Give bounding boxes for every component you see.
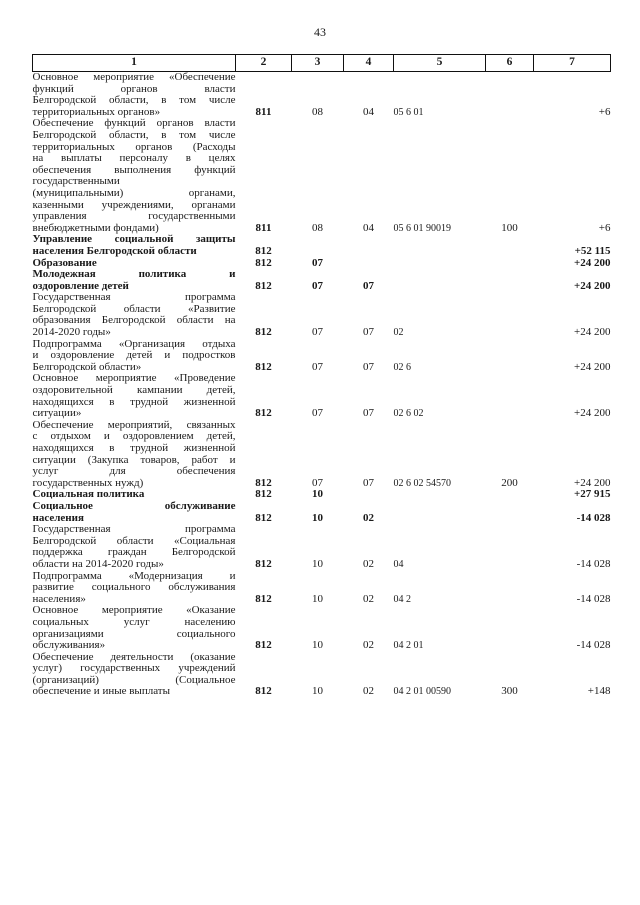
row-description bbox=[33, 292, 236, 338]
ministry-code: 812 bbox=[255, 279, 272, 292]
description-line: ситуации» bbox=[32, 407, 82, 420]
subsection-code bbox=[344, 258, 394, 270]
row-description bbox=[33, 118, 236, 234]
table-row bbox=[33, 571, 611, 606]
section-code bbox=[292, 234, 344, 257]
amount-change: -14 028 bbox=[576, 639, 611, 652]
section-code: 07 bbox=[312, 256, 323, 269]
row-description bbox=[33, 373, 236, 419]
description-line: Образование bbox=[32, 256, 97, 269]
subsection-code: 02 bbox=[363, 511, 374, 524]
section-code: 10 bbox=[312, 685, 323, 698]
row-description bbox=[33, 234, 236, 257]
ministry-code: 811 bbox=[255, 105, 272, 118]
amount-change: +24 200 bbox=[574, 326, 611, 339]
expense-type-code bbox=[486, 234, 534, 257]
subsection-code bbox=[344, 489, 394, 501]
target-article-code: 05 6 01 90019 bbox=[393, 222, 451, 234]
header-col-3: 3 bbox=[292, 55, 344, 72]
expense-type-code bbox=[486, 524, 534, 570]
header-col-4: 4 bbox=[344, 55, 394, 72]
section-code: 07 bbox=[312, 326, 323, 339]
description-line: Основное мероприятие «Обеспечение bbox=[32, 71, 236, 83]
description-line: управления государственными bbox=[32, 210, 236, 223]
subsection-code: 04 bbox=[363, 105, 374, 118]
target-article-code bbox=[394, 234, 486, 257]
table-row bbox=[33, 234, 611, 257]
description-line: Подпрограмма «Модернизация и bbox=[32, 569, 236, 582]
expense-type-code: 100 bbox=[501, 221, 518, 234]
amount-change: -14 028 bbox=[576, 592, 611, 605]
amount-change: +24 200 bbox=[573, 256, 611, 269]
section-code: 10 bbox=[312, 511, 323, 524]
section-code: 08 bbox=[312, 105, 323, 118]
description-line: Обеспечение функций органов власти bbox=[32, 117, 236, 130]
row-description bbox=[33, 72, 236, 119]
description-line: обслуживания» bbox=[32, 639, 106, 652]
header-col-7: 7 bbox=[534, 55, 611, 72]
amount-change: +24 200 bbox=[573, 279, 611, 292]
subsection-code: 02 bbox=[363, 639, 374, 652]
expense-type-code bbox=[486, 269, 534, 292]
row-description bbox=[33, 339, 236, 374]
description-line: обеспечение и иные выплаты bbox=[32, 685, 170, 698]
target-article-code: 04 bbox=[393, 558, 404, 570]
description-line: казенными учреждениями, органами bbox=[32, 198, 236, 211]
expense-type-code: 200 bbox=[501, 476, 518, 489]
target-article-code bbox=[394, 501, 486, 524]
ministry-code: 812 bbox=[255, 244, 272, 257]
table-row bbox=[33, 339, 611, 374]
ministry-code: 812 bbox=[255, 256, 272, 269]
description-line: Государственная программа bbox=[32, 523, 236, 536]
description-line: Белгородской области» bbox=[32, 360, 142, 373]
description-line: Белгородской области «Развитие bbox=[32, 302, 236, 315]
subsection-code: 02 bbox=[363, 557, 374, 570]
description-line: (организаций) (Социальное bbox=[32, 673, 236, 686]
ministry-code: 812 bbox=[255, 476, 272, 489]
description-line: функций органов власти bbox=[32, 82, 236, 95]
amount-change: +6 bbox=[598, 105, 611, 118]
description-line: территориальных органов» bbox=[32, 105, 161, 118]
ministry-code: 812 bbox=[255, 488, 272, 501]
amount-change: +24 200 bbox=[574, 360, 611, 373]
target-article-code: 02 6 02 bbox=[393, 408, 424, 420]
target-article-code: 02 6 02 54570 bbox=[393, 477, 451, 489]
expense-type-code bbox=[486, 501, 534, 524]
target-article-code: 04 2 01 00590 bbox=[393, 686, 451, 698]
subsection-code: 07 bbox=[363, 360, 374, 373]
description-line: Социальная политика bbox=[32, 488, 145, 501]
description-line: находящихся в трудной жизненной bbox=[32, 395, 236, 408]
section-code: 10 bbox=[312, 639, 323, 652]
section-code: 07 bbox=[312, 360, 323, 373]
target-article-code: 04 2 bbox=[393, 593, 411, 605]
description-line: внебюджетными фондами) bbox=[32, 221, 159, 234]
description-line: Молодежная политика и bbox=[32, 268, 236, 281]
section-code: 08 bbox=[312, 221, 323, 234]
description-line: государственных нужд) bbox=[32, 476, 144, 489]
description-line: Белгородской области, в том числе bbox=[32, 128, 236, 141]
table-row bbox=[33, 524, 611, 570]
amount-change: +52 115 bbox=[574, 244, 611, 257]
expense-type-code bbox=[486, 258, 534, 270]
ministry-code: 812 bbox=[255, 557, 272, 570]
table-row bbox=[33, 292, 611, 338]
description-line: Подпрограмма «Организация отдыха bbox=[32, 337, 236, 350]
header-col-2: 2 bbox=[236, 55, 292, 72]
row-description bbox=[33, 524, 236, 570]
table-row bbox=[33, 373, 611, 419]
description-line: населения bbox=[32, 511, 84, 524]
description-line: (муниципальными) органами, bbox=[32, 186, 236, 199]
ministry-code: 812 bbox=[255, 360, 272, 373]
section-code: 10 bbox=[312, 557, 323, 570]
description-line: Государственная программа bbox=[32, 291, 236, 304]
target-article-code bbox=[394, 269, 486, 292]
expense-type-code bbox=[486, 339, 534, 374]
section-code: 10 bbox=[312, 592, 323, 605]
row-description bbox=[33, 420, 236, 490]
expense-type-code bbox=[486, 373, 534, 419]
section-code: 07 bbox=[312, 279, 323, 292]
description-line: услуг для обеспечения bbox=[32, 465, 236, 478]
section-code: 07 bbox=[312, 407, 323, 420]
header-col-6: 6 bbox=[486, 55, 534, 72]
table-row bbox=[33, 652, 611, 698]
target-article-code bbox=[394, 489, 486, 501]
subsection-code bbox=[344, 234, 394, 257]
subsection-code: 04 bbox=[363, 221, 374, 234]
description-line: с отдыхом и оздоровлением детей, bbox=[32, 430, 236, 443]
expense-type-code bbox=[486, 605, 534, 651]
row-description bbox=[33, 605, 236, 651]
amount-change: -14 028 bbox=[576, 557, 611, 570]
description-line: и оздоровление детей и подростков bbox=[32, 349, 236, 362]
description-line: Управление социальной защиты bbox=[32, 233, 236, 246]
target-article-code: 04 2 01 bbox=[393, 640, 424, 652]
section-code: 10 bbox=[312, 488, 323, 501]
row-description bbox=[33, 501, 236, 524]
target-article-code: 02 6 bbox=[393, 361, 411, 373]
page-number: 43 bbox=[314, 25, 326, 39]
ministry-code: 812 bbox=[255, 685, 272, 698]
description-line: развитие социального обслуживания bbox=[32, 581, 236, 594]
ministry-code: 811 bbox=[255, 221, 272, 234]
description-line: услуг) государственных учреждений bbox=[32, 662, 236, 675]
description-line: государственными bbox=[32, 175, 120, 188]
description-line: организациями социального bbox=[32, 627, 236, 640]
ministry-code: 812 bbox=[255, 407, 272, 420]
subsection-code: 07 bbox=[363, 279, 374, 292]
amount-change: +27 915 bbox=[573, 488, 611, 501]
subsection-code: 02 bbox=[363, 685, 374, 698]
description-line: поддержка граждан Белгородской bbox=[32, 546, 236, 559]
amount-change: +148 bbox=[587, 685, 611, 698]
expense-type-code bbox=[486, 489, 534, 501]
row-description bbox=[33, 571, 236, 606]
target-article-code: 05 6 01 bbox=[393, 106, 424, 118]
subsection-code: 07 bbox=[363, 476, 374, 489]
description-line: территориальных органов (Расходы bbox=[32, 140, 236, 153]
target-article-code: 02 bbox=[393, 327, 404, 339]
description-line: Социальное обслуживание bbox=[32, 499, 236, 512]
table-row bbox=[33, 605, 611, 651]
section-code: 07 bbox=[312, 476, 323, 489]
subsection-code: 07 bbox=[363, 407, 374, 420]
description-line: оздоровительной кампании детей, bbox=[32, 384, 236, 397]
description-line: Обеспечение деятельности (оказание bbox=[32, 650, 236, 663]
description-line: Обеспечение мероприятий, связанных bbox=[32, 418, 236, 431]
header-col-5: 5 bbox=[394, 55, 486, 72]
description-line: населения» bbox=[32, 592, 86, 605]
amount-change: -14 028 bbox=[576, 511, 611, 524]
description-line: 2014-2020 годы» bbox=[32, 326, 111, 339]
expense-type-code bbox=[486, 72, 534, 119]
expense-type-code: 300 bbox=[501, 685, 518, 698]
subsection-code: 07 bbox=[363, 326, 374, 339]
expense-type-code bbox=[486, 571, 534, 606]
table-row bbox=[33, 118, 611, 234]
amount-change: +6 bbox=[598, 221, 611, 234]
budget-table bbox=[32, 54, 611, 698]
description-line: Белгородской области «Социальная bbox=[32, 534, 236, 547]
description-line: образования Белгородской области на bbox=[32, 314, 236, 327]
description-line: Белгородской области, в том числе bbox=[32, 94, 236, 107]
header-col-1: 1 bbox=[33, 55, 236, 72]
ministry-code: 812 bbox=[255, 326, 272, 339]
description-line: Основное мероприятие «Проведение bbox=[32, 372, 236, 385]
target-article-code bbox=[394, 258, 486, 270]
ministry-code: 812 bbox=[255, 592, 272, 605]
description-line: находящихся в трудной жизненной bbox=[32, 442, 236, 454]
expense-type-code bbox=[486, 292, 534, 338]
description-line: области на 2014-2020 годы» bbox=[32, 557, 164, 570]
description-line: на выплаты персоналу в целях bbox=[32, 152, 236, 165]
ministry-code: 812 bbox=[255, 511, 272, 524]
table-row bbox=[33, 501, 611, 524]
amount-change: +24 200 bbox=[574, 476, 611, 489]
subsection-code: 02 bbox=[363, 592, 374, 605]
table-row bbox=[33, 72, 611, 119]
description-line: оздоровление детей bbox=[32, 279, 129, 292]
description-line: Основное мероприятие «Оказание bbox=[32, 604, 236, 617]
description-line: населения Белгородской области bbox=[32, 244, 197, 257]
ministry-code: 812 bbox=[255, 639, 272, 652]
description-line: социальных услуг населению bbox=[32, 615, 236, 628]
header-row bbox=[33, 55, 611, 72]
table-row bbox=[33, 269, 611, 292]
description-line: ситуации (Закупка товаров, работ и bbox=[32, 453, 236, 466]
table-row bbox=[33, 420, 611, 490]
amount-change: +24 200 bbox=[574, 407, 611, 420]
description-line: обеспечения выполнения функций bbox=[32, 163, 236, 176]
row-description bbox=[33, 652, 236, 698]
row-description bbox=[33, 269, 236, 292]
